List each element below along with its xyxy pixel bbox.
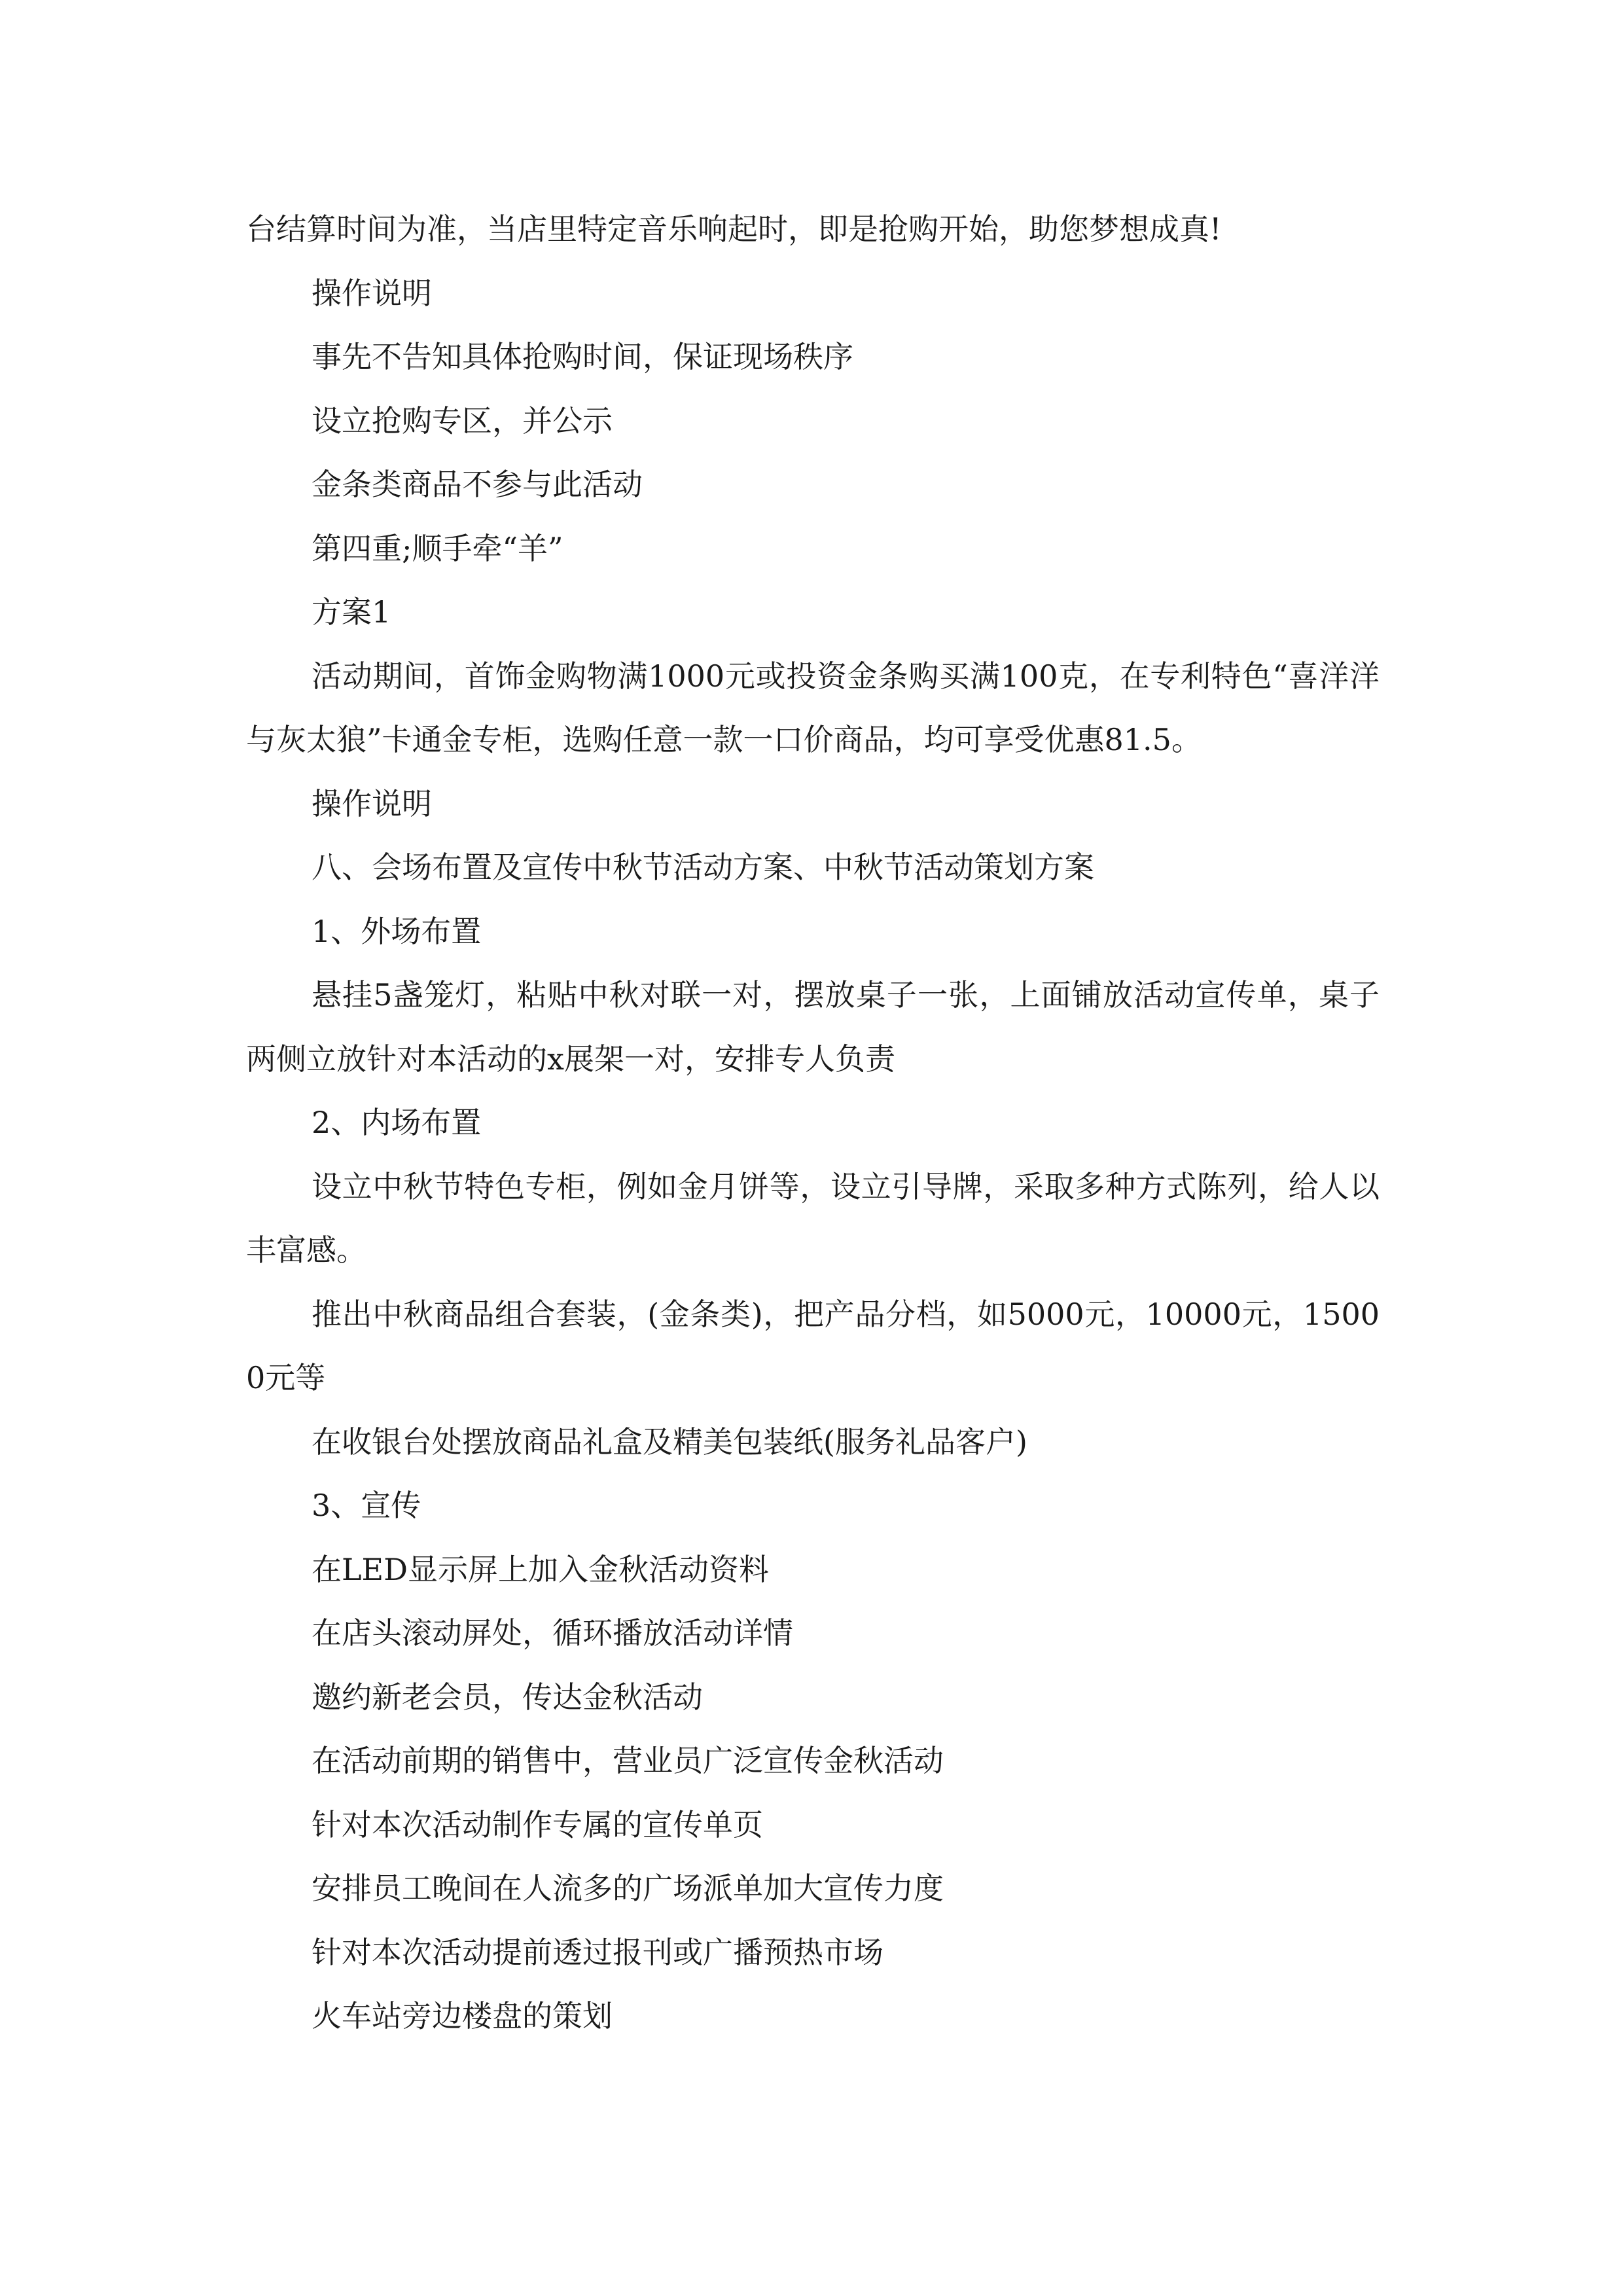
- paragraph: 在活动前期的销售中，营业员广泛宣传金秋活动: [312, 1743, 944, 1778]
- paragraph-continuation: 台结算时间为准，当店里特定音乐响起时，即是抢购开始，助您梦想成真!: [246, 211, 1222, 247]
- paragraph: 安排员工晚间在人流多的广场派单加大宣传力度: [312, 1871, 944, 1906]
- paragraph: 推出中秋商品组合套装，(金条类)，把产品分档，如5000元，10000元，15000元等: [246, 1296, 1380, 1395]
- paragraph: 邀约新老会员，传达金秋活动: [312, 1679, 703, 1715]
- paragraph-heading-fourth: 第四重;顺手牵“羊”: [312, 530, 563, 566]
- paragraph-heading-indoor: 2、内场布置: [312, 1105, 482, 1140]
- paragraph-heading-promotion: 3、宣传: [312, 1488, 421, 1523]
- paragraph: 金条类商品不参与此活动: [312, 467, 643, 502]
- paragraph: 在店头滚动屏处，循环播放活动详情: [312, 1615, 793, 1651]
- paragraph: 事先不告知具体抢购时间，保证现场秩序: [312, 339, 853, 374]
- paragraph: 设立中秋节特色专柜，例如金月饼等，设立引导牌，采取多种方式陈列，给人以丰富感。: [246, 1168, 1380, 1268]
- document-body: [246, 198, 1380, 2049]
- paragraph-heading-section-8: 八、会场布置及宣传中秋节活动方案、中秋节活动策划方案: [312, 850, 1094, 885]
- paragraph: 在收银台处摆放商品礼盒及精美包装纸(服务礼品客户): [312, 1424, 1027, 1460]
- paragraph: 在LED显示屏上加入金秋活动资料: [312, 1551, 770, 1587]
- paragraph: 悬挂5盏笼灯，粘贴中秋对联一对，摆放桌子一张，上面铺放活动宣传单，桌子两侧立放针对本活动的x展架一对，安排专人负责: [246, 977, 1380, 1077]
- paragraph-heading-plan-1: 方案1: [312, 594, 391, 630]
- paragraph: 火车站旁边楼盘的策划: [312, 1998, 613, 2034]
- paragraph-heading-outdoor: 1、外场布置: [312, 913, 482, 949]
- paragraph: 设立抢购专区，并公示: [312, 403, 613, 439]
- paragraph-heading-operation-notes: 操作说明: [312, 785, 432, 821]
- paragraph-heading-operation-notes: 操作说明: [312, 275, 432, 311]
- paragraph: 针对本次活动提前透过报刊或广播预热市场: [312, 1934, 883, 1970]
- paragraph: 活动期间，首饰金购物满1000元或投资金条购买满100克，在专利特色“喜洋洋与灰太狼”卡通金专柜，选购任意一款一口价商品，均可享受优惠81.5。: [246, 658, 1380, 757]
- paragraph: 针对本次活动制作专属的宣传单页: [312, 1806, 763, 1842]
